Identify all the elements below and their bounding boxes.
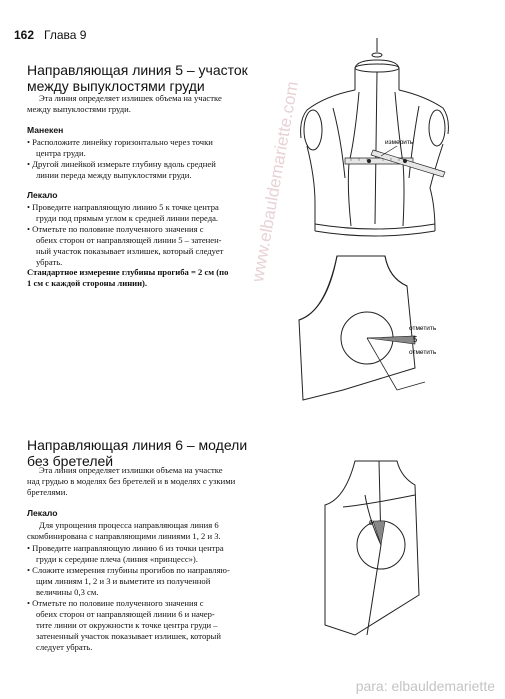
measure-label: измерить — [385, 139, 414, 146]
section6-lekalo-list — [27, 543, 277, 653]
pattern-line5-figure — [285, 250, 455, 410]
page-number: 162 — [14, 28, 35, 42]
section5-title: Направляющая линия 5 – участок между выпуклостями груди — [27, 62, 248, 94]
list-item: • Другой линейкой измерьте глубину вдоль средней линии переда между выпуклостями груди. — [27, 159, 216, 180]
chapter-title: Глава 9 — [44, 28, 87, 42]
section5-lekalo-heading: Лекало — [27, 190, 58, 200]
list-item: • Отметьте по половине полученного значения с обеих сторон от направляющей линии 5 – затенен- ный участок показывает излишек, который следует убрать. — [27, 224, 224, 267]
footer-watermark: para: elbauldemariette — [355, 678, 495, 694]
section5-maneken-list — [27, 137, 277, 181]
section5-lekalo-list — [27, 202, 277, 268]
section6-title: Направляющая линия 6 – модели без бретелей — [27, 437, 248, 469]
section5-intro: Эта линия определяет излишек объема на участке между выпуклостями груди. — [27, 93, 222, 114]
dress-form-figure — [285, 38, 460, 238]
list-item: • Проведите направляющую линию 5 к точке центра груди под прямым углом к средней линии переда. — [27, 202, 219, 223]
section6-lekalo-heading: Лекало — [27, 508, 58, 518]
list-item: • Сложите измерения глубины прогибов по направляю- щим линиям 1, 2 и 3 и выметите из полученной величины 0,3 см. — [27, 565, 230, 597]
list-item: • Расположите линейку горизонтально через точки центра груди. — [27, 137, 213, 158]
side-watermark: www.elbauldemariette.com — [248, 79, 302, 284]
section5-maneken-heading: Манекен — [27, 125, 64, 135]
mark-top-label: отметить — [409, 325, 437, 332]
section5-standard-note: Стандартное измерение глубины прогиба = 2 см (по 1 см с каждой стороны линии). — [27, 267, 229, 288]
list-item: • Отметьте по половине полученного значения с обеих сторон от направляющей линии 6 и начер- тите линии от окружности к точке центра груди – затененный участок показывает излишек, который следует убрать. — [27, 598, 221, 652]
mark-bottom-label: отметить — [409, 349, 437, 356]
list-item: • Проведите направляющую линию 6 из точки центра груди к середине плеча (линия «принцесс»). — [27, 543, 224, 564]
line-six-label: 6 — [369, 520, 373, 527]
section6-lekalo-intro: Для упрощения процесса направляющая линия 6 скомбинирована с направляющими линиями 1, 2 и 3. — [27, 520, 221, 541]
line-five-label: 5 — [413, 335, 418, 344]
pattern-line6-figure — [315, 455, 465, 640]
section6-intro: Эта линия определяет излишки объема на участке над грудью в моделях без бретелей и в моделях с узкими бретелями. — [27, 465, 236, 497]
